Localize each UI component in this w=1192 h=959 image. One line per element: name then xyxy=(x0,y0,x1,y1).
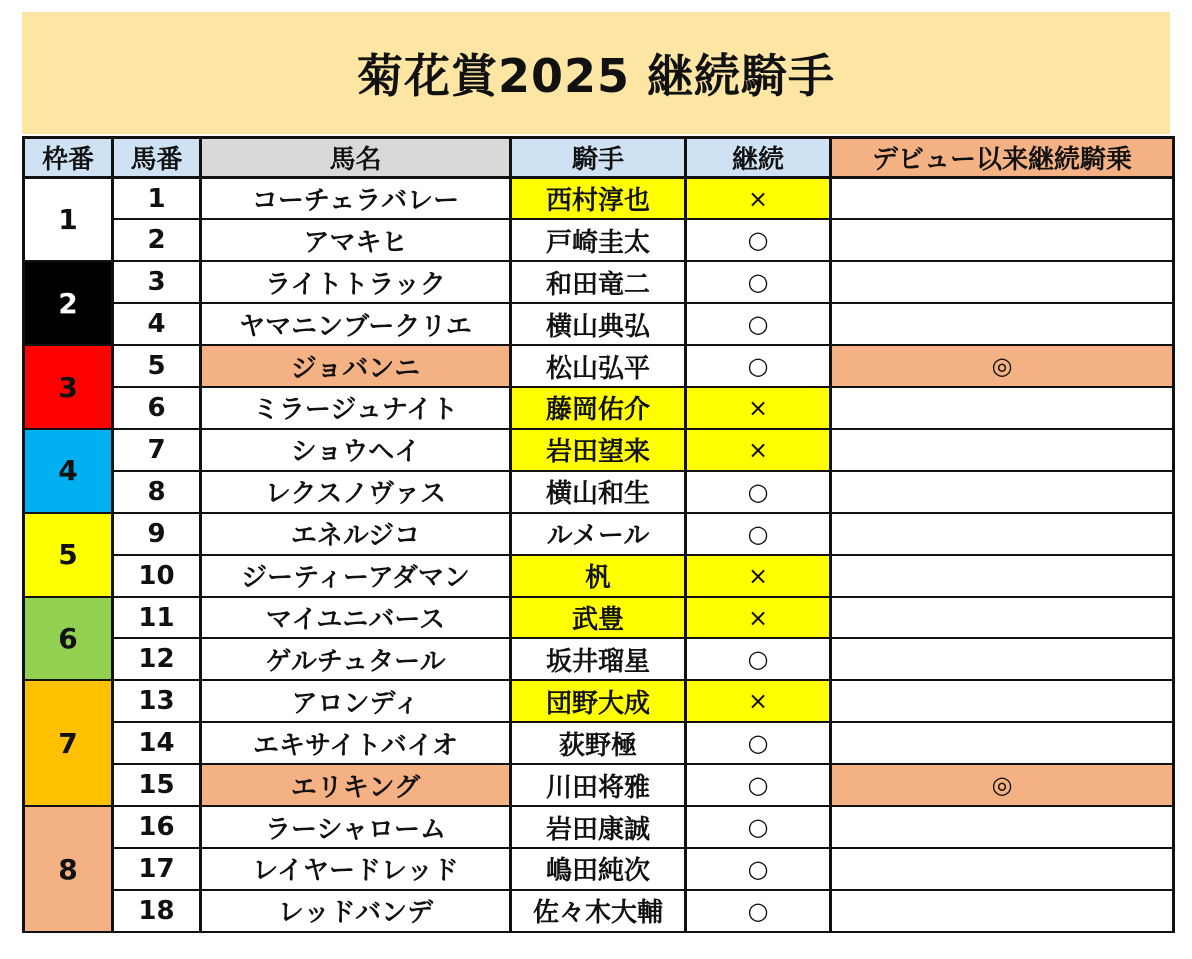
horse-name-cell: コーチェラバレー xyxy=(201,178,511,220)
table-row xyxy=(24,345,1174,387)
debut-mark-cell xyxy=(831,303,1174,345)
umaban-cell: 6 xyxy=(113,387,201,429)
table-row xyxy=(24,722,1174,764)
debut-mark-cell xyxy=(831,387,1174,429)
jockey-cell: 佐々木大輔 xyxy=(511,890,686,932)
keizoku-mark-cell: ○ xyxy=(686,848,831,890)
debut-mark-cell: ◎ xyxy=(831,764,1174,806)
horse-name-cell: レクスノヴァス xyxy=(201,471,511,513)
debut-mark-cell: ◎ xyxy=(831,345,1174,387)
page-title: 菊花賞2025 継続騎手 xyxy=(356,49,836,103)
umaban-cell: 8 xyxy=(113,471,201,513)
table-row xyxy=(24,890,1174,932)
header-waku: 枠番 xyxy=(24,138,113,178)
keizoku-mark-cell: ○ xyxy=(686,219,831,261)
debut-mark-cell xyxy=(831,429,1174,471)
umaban-cell: 11 xyxy=(113,597,201,639)
jockey-table xyxy=(22,136,1175,933)
debut-mark-cell xyxy=(831,513,1174,555)
horse-name-cell: エリキング xyxy=(201,764,511,806)
umaban-cell: 9 xyxy=(113,513,201,555)
debut-mark-cell xyxy=(831,219,1174,261)
waku-cell: 8 xyxy=(24,806,113,932)
table-row xyxy=(24,638,1174,680)
waku-cell: 1 xyxy=(24,178,113,262)
horse-name-cell: レッドバンデ xyxy=(201,890,511,932)
table-row xyxy=(24,429,1174,471)
jockey-cell: 川田将雅 xyxy=(511,764,686,806)
umaban-cell: 5 xyxy=(113,345,201,387)
jockey-cell: 荻野極 xyxy=(511,722,686,764)
table-row xyxy=(24,597,1174,639)
header-jockey: 騎手 xyxy=(511,138,686,178)
umaban-cell: 1 xyxy=(113,178,201,220)
title-banner xyxy=(22,12,1170,134)
header-keizoku: 継続 xyxy=(686,138,831,178)
jockey-cell: 横山典弘 xyxy=(511,303,686,345)
header-row xyxy=(24,138,1174,178)
debut-mark-cell xyxy=(831,471,1174,513)
umaban-cell: 10 xyxy=(113,555,201,597)
debut-mark-cell xyxy=(831,806,1174,848)
waku-cell: 4 xyxy=(24,429,113,513)
header-horse: 馬名 xyxy=(201,138,511,178)
waku-cell: 7 xyxy=(24,680,113,806)
debut-mark-cell xyxy=(831,178,1174,220)
jockey-cell: 岩田望来 xyxy=(511,429,686,471)
table-row xyxy=(24,471,1174,513)
horse-name-cell: レイヤードレッド xyxy=(201,848,511,890)
keizoku-mark-cell: ○ xyxy=(686,764,831,806)
header-umaban: 馬番 xyxy=(113,138,201,178)
jockey-cell: 西村淳也 xyxy=(511,178,686,220)
waku-cell: 2 xyxy=(24,261,113,345)
keizoku-mark-cell: ○ xyxy=(686,806,831,848)
horse-name-cell: ヤマニンブークリエ xyxy=(201,303,511,345)
keizoku-mark-cell: ○ xyxy=(686,345,831,387)
horse-name-cell: マイユニバース xyxy=(201,597,511,639)
umaban-cell: 14 xyxy=(113,722,201,764)
umaban-cell: 17 xyxy=(113,848,201,890)
jockey-cell: 坂井瑠星 xyxy=(511,638,686,680)
keizoku-mark-cell: ○ xyxy=(686,890,831,932)
debut-mark-cell xyxy=(831,597,1174,639)
jockey-cell: ルメール xyxy=(511,513,686,555)
table-row xyxy=(24,387,1174,429)
jockey-cell: 岩田康誠 xyxy=(511,806,686,848)
debut-mark-cell xyxy=(831,261,1174,303)
horse-name-cell: ジーティーアダマン xyxy=(201,555,511,597)
debut-mark-cell xyxy=(831,680,1174,722)
table-row xyxy=(24,848,1174,890)
jockey-cell: 団野大成 xyxy=(511,680,686,722)
table-row xyxy=(24,178,1174,220)
umaban-cell: 7 xyxy=(113,429,201,471)
horse-name-cell: エキサイトバイオ xyxy=(201,722,511,764)
keizoku-mark-cell: ○ xyxy=(686,261,831,303)
table-row xyxy=(24,303,1174,345)
waku-cell: 6 xyxy=(24,597,113,681)
table-row xyxy=(24,680,1174,722)
table-row xyxy=(24,513,1174,555)
horse-name-cell: ジョバンニ xyxy=(201,345,511,387)
umaban-cell: 18 xyxy=(113,890,201,932)
horse-name-cell: ゲルチュタール xyxy=(201,638,511,680)
umaban-cell: 2 xyxy=(113,219,201,261)
table-row xyxy=(24,219,1174,261)
table-row xyxy=(24,261,1174,303)
debut-mark-cell xyxy=(831,638,1174,680)
keizoku-mark-cell: ○ xyxy=(686,513,831,555)
keizoku-mark-cell: × xyxy=(686,555,831,597)
jockey-cell: 嶋田純次 xyxy=(511,848,686,890)
debut-mark-cell xyxy=(831,848,1174,890)
umaban-cell: 3 xyxy=(113,261,201,303)
umaban-cell: 16 xyxy=(113,806,201,848)
debut-mark-cell xyxy=(831,555,1174,597)
waku-cell: 5 xyxy=(24,513,113,597)
keizoku-mark-cell: × xyxy=(686,597,831,639)
horse-name-cell: アロンディ xyxy=(201,680,511,722)
horse-name-cell: ライトトラック xyxy=(201,261,511,303)
jockey-cell: 戸崎圭太 xyxy=(511,219,686,261)
header-debut: デビュー以来継続騎乗 xyxy=(831,138,1174,178)
keizoku-mark-cell: ○ xyxy=(686,722,831,764)
jockey-cell: 横山和生 xyxy=(511,471,686,513)
table-row xyxy=(24,555,1174,597)
jockey-cell: 和田竜二 xyxy=(511,261,686,303)
keizoku-mark-cell: × xyxy=(686,387,831,429)
umaban-cell: 13 xyxy=(113,680,201,722)
keizoku-mark-cell: × xyxy=(686,429,831,471)
horse-name-cell: エネルジコ xyxy=(201,513,511,555)
keizoku-mark-cell: × xyxy=(686,680,831,722)
keizoku-mark-cell: ○ xyxy=(686,471,831,513)
umaban-cell: 4 xyxy=(113,303,201,345)
debut-mark-cell xyxy=(831,722,1174,764)
horse-name-cell: アマキヒ xyxy=(201,219,511,261)
table-row xyxy=(24,764,1174,806)
keizoku-mark-cell: × xyxy=(686,178,831,220)
jockey-cell: 杋 xyxy=(511,555,686,597)
horse-name-cell: ショウヘイ xyxy=(201,429,511,471)
horse-name-cell: ラーシャローム xyxy=(201,806,511,848)
horse-name-cell: ミラージュナイト xyxy=(201,387,511,429)
jockey-cell: 松山弘平 xyxy=(511,345,686,387)
keizoku-mark-cell: ○ xyxy=(686,303,831,345)
umaban-cell: 12 xyxy=(113,638,201,680)
table-body xyxy=(24,178,1174,933)
debut-mark-cell xyxy=(831,890,1174,932)
jockey-cell: 藤岡佑介 xyxy=(511,387,686,429)
jockey-cell: 武豊 xyxy=(511,597,686,639)
table-row xyxy=(24,806,1174,848)
keizoku-mark-cell: ○ xyxy=(686,638,831,680)
waku-cell: 3 xyxy=(24,345,113,429)
umaban-cell: 15 xyxy=(113,764,201,806)
